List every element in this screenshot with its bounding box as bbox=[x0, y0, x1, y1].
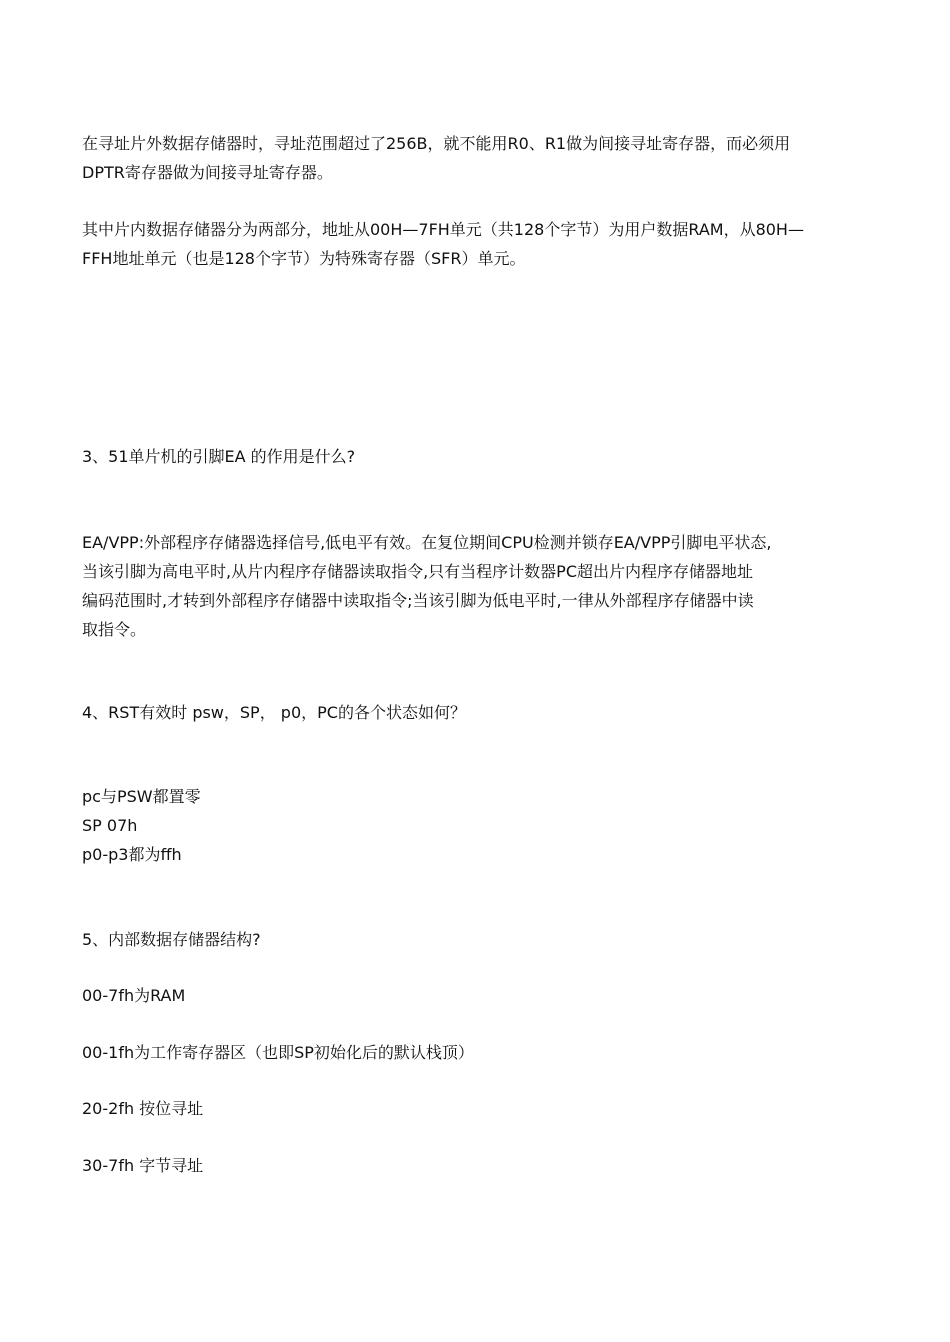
paragraph-line: EA/VPP:外部程序存储器选择信号,低电平有效。在复位期间CPU检测并锁存EA/VPP引脚电平状态, bbox=[82, 533, 772, 552]
list-item: 20-2fh 按位寻址 bbox=[82, 1099, 204, 1118]
list-item: SP 07h bbox=[82, 816, 138, 835]
paragraph-line: 在寻址片外数据存储器时，寻址范围超过了256B，就不能用R0、R1做为间接寻址寄存器，而必须用 bbox=[82, 134, 791, 153]
paragraph-line: 当该引脚为高电平时,从片内程序存储器读取指令,只有当程序计数器PC超出片内程序存储器地址 bbox=[82, 562, 753, 581]
question-3-heading bbox=[82, 442, 904, 471]
paragraph-line: DPTR寄存器做为间接寻址寄存器。 bbox=[82, 163, 333, 182]
list-item: pc与PSW都置零 bbox=[82, 787, 201, 806]
list-item: 30-7fh 字节寻址 bbox=[82, 1156, 204, 1175]
heading-text: 3、51单片机的引脚EA 的作用是什么? bbox=[82, 447, 356, 466]
question-5-item-2 bbox=[82, 1038, 904, 1067]
paragraph-internal-ram bbox=[82, 215, 904, 273]
question-4-answer bbox=[82, 782, 904, 869]
paragraph-line: 取指令。 bbox=[82, 620, 147, 639]
paragraph-line: 编码范围时,才转到外部程序存储器中读取指令;当该引脚为低电平时,一律从外部程序存储器中读 bbox=[82, 591, 754, 610]
list-item: 00-1fh为工作寄存器区（也即SP初始化后的默认栈顶） bbox=[82, 1043, 474, 1062]
question-5-item-3 bbox=[82, 1094, 904, 1123]
question-3-answer bbox=[82, 528, 904, 644]
heading-text: 4、RST有效时 psw，SP， p0，PC的各个状态如何？ bbox=[82, 703, 466, 722]
paragraph-line: 其中片内数据存储器分为两部分，地址从00H—7FH单元（共128个字节）为用户数据RAM，从80H— bbox=[82, 220, 804, 239]
heading-text: 5、内部数据存储器结构? bbox=[82, 930, 261, 949]
list-item: p0-p3都为ffh bbox=[82, 845, 182, 864]
question-4-heading bbox=[82, 698, 904, 727]
paragraph-external-addressing bbox=[82, 129, 904, 187]
list-item: 00-7fh为RAM bbox=[82, 986, 186, 1005]
question-5-item-4 bbox=[82, 1151, 904, 1180]
paragraph-line: FFH地址单元（也是128个字节）为特殊寄存器（SFR）单元。 bbox=[82, 249, 526, 268]
question-5-item-1 bbox=[82, 981, 904, 1010]
question-5-heading bbox=[82, 925, 904, 954]
